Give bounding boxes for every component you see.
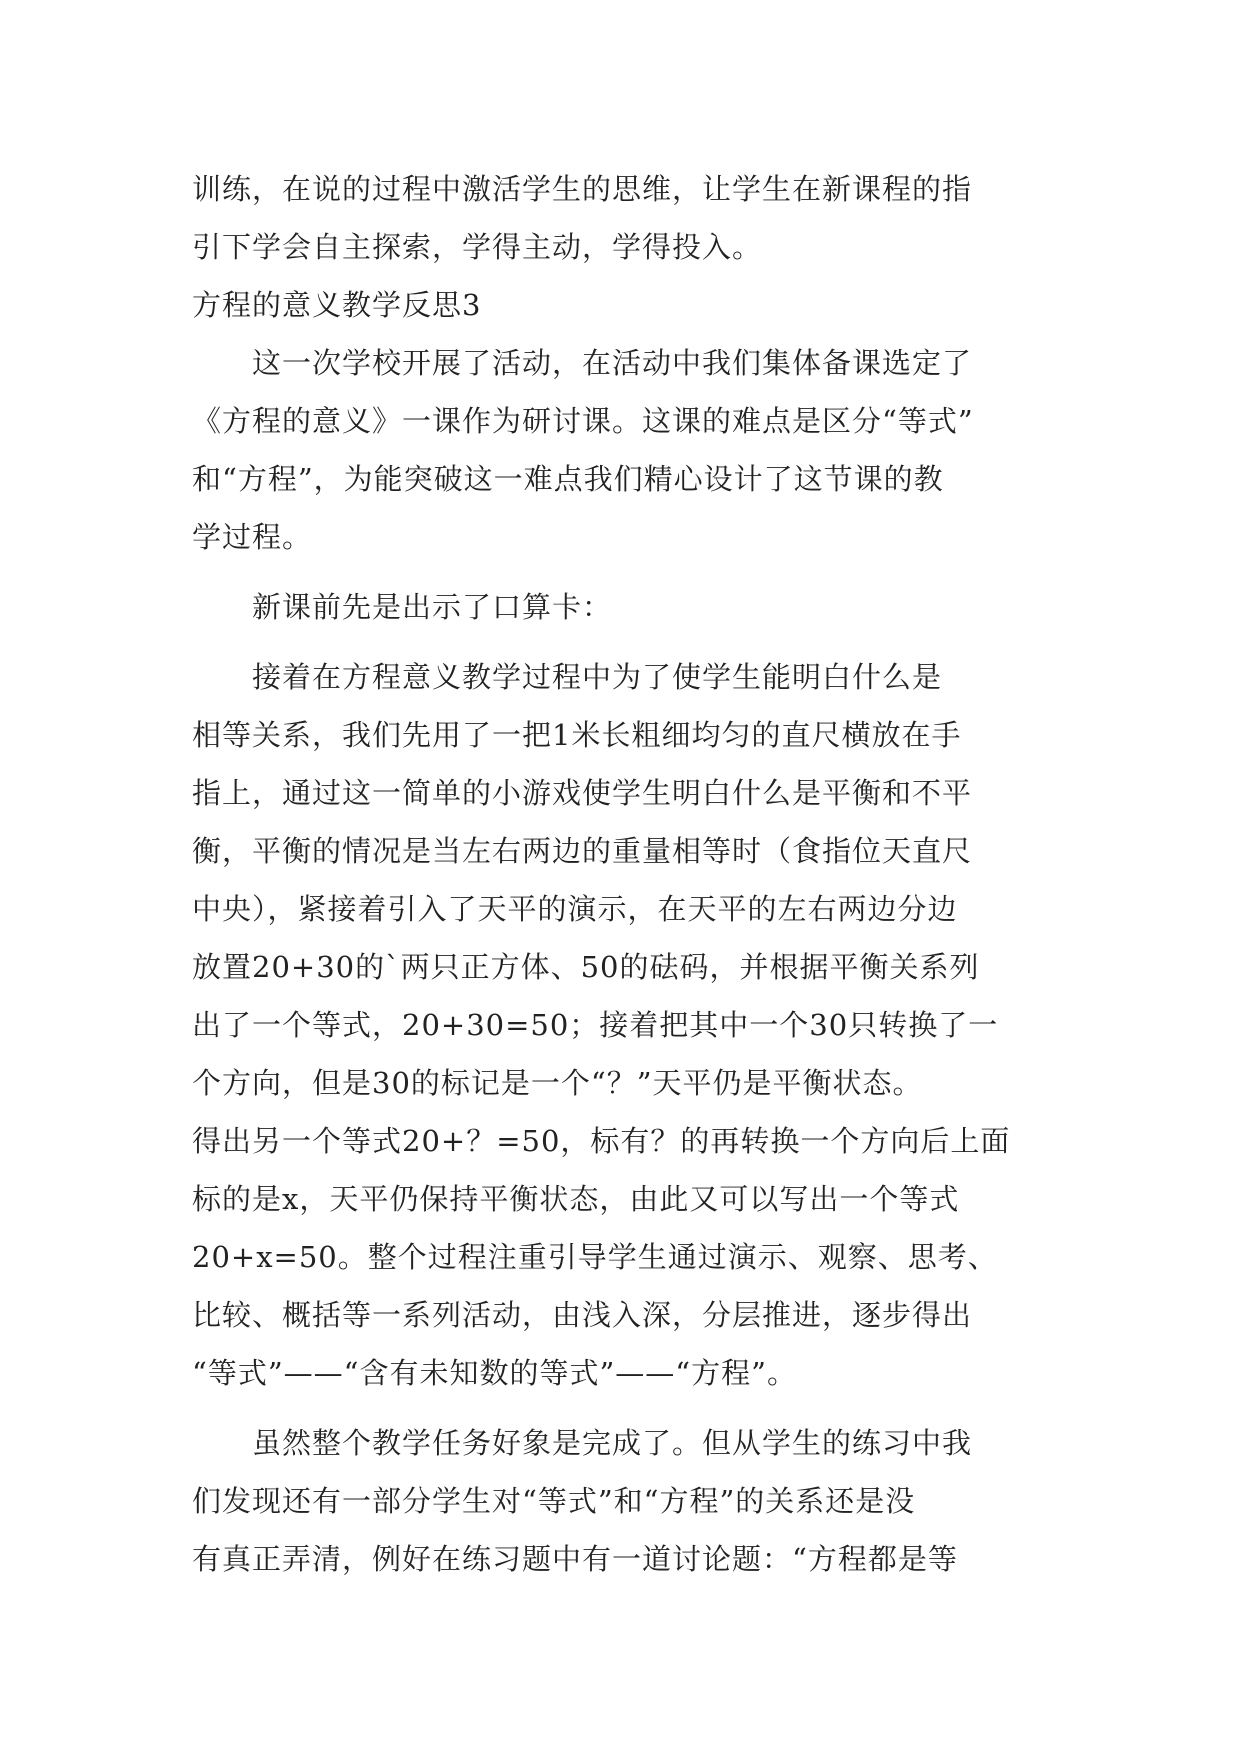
text-line: 标的是x，天平仍保持平衡状态，由此又可以写出一个等式 <box>192 1182 960 1216</box>
text-line: 中央），紧接着引入了天平的演示，在天平的左右两边分边 <box>192 892 958 926</box>
paragraph-gap <box>192 566 1054 578</box>
intro-paragraph <box>192 160 1054 276</box>
paragraph-gap <box>192 636 1054 648</box>
text-line: 引下学会自主探索，学得主动，学得投入。 <box>192 230 763 264</box>
text-line: 比较、概括等一系列活动，由浅入深，分层推进，逐步得出 <box>192 1298 973 1332</box>
text-line: 放置20+30的`两只正方体、50的砝码，并根据平衡关系列 <box>192 950 980 984</box>
text-line: 出了一个等式，20+30=50；接着把其中一个30只转换了一 <box>192 1008 999 1042</box>
paragraph-4 <box>192 1414 1054 1588</box>
paragraph-1 <box>192 334 1054 566</box>
text-line: 训练，在说的过程中激活学生的思维，让学生在新课程的指 <box>192 172 973 206</box>
text-line: 学过程。 <box>192 520 313 554</box>
text-line: 指上，通过这一简单的小游戏使学生明白什么是平衡和不平 <box>192 776 973 810</box>
section-title: 方程的意义教学反思3 <box>192 288 482 322</box>
text-line: 新课前先是出示了口算卡： <box>252 590 613 624</box>
document-body <box>192 160 1054 1588</box>
text-line: “等式”——“含有未知数的等式”——“方程”。 <box>192 1356 797 1390</box>
paragraph-2 <box>192 578 1054 636</box>
text-line: 得出另一个等式20+？=50，标有？的再转换一个方向后上面 <box>192 1124 1011 1158</box>
text-line: 个方向，但是30的标记是一个“？”天平仍是平衡状态。 <box>192 1066 923 1100</box>
paragraph-gap <box>192 1402 1054 1414</box>
text-line: 《方程的意义》一课作为研讨课。这课的难点是区分“等式” <box>192 404 974 438</box>
text-line: 有真正弄清，例好在练习题中有一道讨论题：“方程都是等 <box>192 1542 958 1576</box>
text-line: 衡，平衡的情况是当左右两边的重量相等时（食指位天直尺 <box>192 834 973 868</box>
text-line: 虽然整个教学任务好象是完成了。但从学生的练习中我 <box>252 1426 973 1460</box>
text-line: 接着在方程意义教学过程中为了使学生能明白什么是 <box>252 660 943 694</box>
text-line: 和“方程”，为能突破这一难点我们精心设计了这节课的教 <box>192 462 944 496</box>
text-line: 20+x=50。整个过程注重引导学生通过演示、观察、思考、 <box>192 1240 998 1274</box>
text-line: 们发现还有一部分学生对“等式”和“方程”的关系还是没 <box>192 1484 916 1518</box>
paragraph-3 <box>192 648 1054 1402</box>
text-line: 相等关系，我们先用了一把1米长粗细均匀的直尺横放在手 <box>192 718 962 752</box>
text-line: 这一次学校开展了活动，在活动中我们集体备课选定了 <box>252 346 973 380</box>
